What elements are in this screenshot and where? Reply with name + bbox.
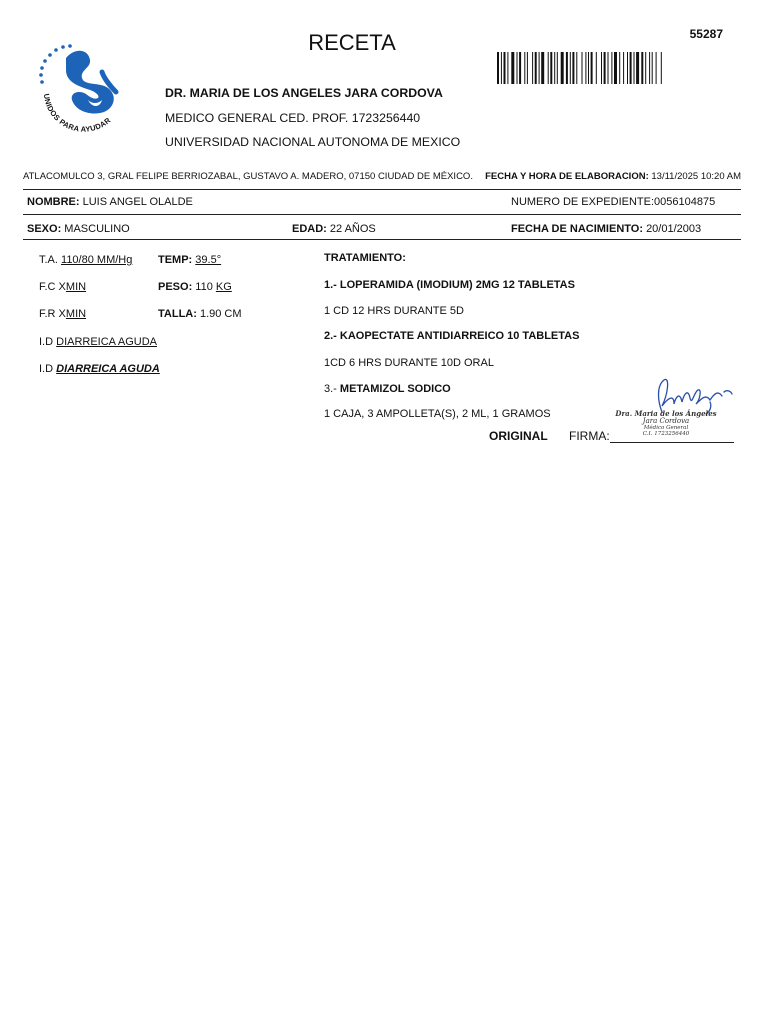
vital-ta — [39, 254, 132, 266]
vital-fr-value: MIN — [65, 308, 87, 320]
diagnosis-1 — [39, 336, 157, 348]
folio-number: 55287 — [689, 27, 723, 41]
vital-peso — [158, 281, 232, 293]
patient-sex-value: MASCULINO — [64, 223, 130, 235]
vital-fr — [39, 308, 86, 320]
barcode-bar — [591, 52, 593, 84]
barcode-bar — [501, 52, 502, 84]
barcode-bar — [649, 52, 650, 84]
barcode-bar — [630, 52, 632, 84]
doctor-stamp — [596, 410, 736, 437]
medication-1: 1.- LOPERAMIDA (IMODIUM) 2MG 12 TABLETAS — [324, 279, 575, 291]
vital-peso-label: PESO: — [158, 281, 193, 293]
barcode-bar — [611, 52, 612, 84]
barcode-bar — [554, 52, 555, 84]
barcode-bar — [519, 52, 521, 84]
barcode-bar — [524, 52, 525, 84]
dose-3: 1 CAJA, 3 AMPOLLETA(S), 2 ML, 1 GRAMOS — [324, 408, 551, 420]
stamp-line-1: Dra. Maria de los Ángeles — [615, 409, 717, 418]
barcode-bar — [532, 52, 533, 84]
vital-ta-value: 110/80 MM/Hg — [61, 254, 133, 266]
patient-name-label: NOMBRE: — [27, 196, 80, 208]
patient-sex-label: SEXO: — [27, 223, 62, 235]
barcode-bar — [645, 52, 646, 84]
barcode-bar — [601, 52, 602, 84]
record-number: NUMERO DE EXPEDIENTE:0056104875 — [511, 196, 716, 208]
barcode-bar — [614, 52, 617, 84]
organization-logo — [36, 42, 128, 134]
medication-2: 2.- KAOPECTATE ANTIDIARREICO 10 TABLETAS — [324, 330, 580, 342]
elaboration-date — [485, 171, 741, 182]
vital-peso-unit: KG — [215, 281, 232, 293]
stamp-line-4: C.I. 1723256440 — [642, 431, 690, 437]
barcode-bar — [627, 52, 628, 84]
barcode-bar — [661, 52, 662, 84]
vital-ta-label: T.A. — [39, 254, 58, 266]
diagnosis-2 — [39, 363, 160, 375]
barcode — [497, 52, 725, 84]
patient-birthdate — [511, 223, 701, 235]
logo-text: UNIDOS PARA AYUDAR — [41, 93, 113, 134]
barcode-bar — [570, 52, 571, 84]
vital-temp-value: 39.5° — [195, 254, 222, 266]
patient-name — [27, 196, 193, 208]
diagnosis-label: I.D — [39, 363, 54, 375]
vital-peso-value: 110 — [195, 281, 213, 293]
elaboration-date-label: FECHA Y HORA DE ELABORACION: — [485, 171, 649, 182]
vital-talla-label: TALLA: — [158, 308, 197, 320]
barcode-bar — [608, 52, 609, 84]
barcode-bar — [623, 52, 624, 84]
signature-label: FIRMA: — [569, 429, 610, 443]
barcode-bar — [548, 52, 549, 84]
patient-name-value: LUIS ANGEL OLALDE — [82, 196, 193, 208]
divider — [23, 214, 741, 215]
barcode-bar — [504, 52, 506, 84]
barcode-bar — [641, 52, 643, 84]
barcode-bar — [585, 52, 586, 84]
clinic-address: ATLACOMULCO 3, GRAL FELIPE BERRIOZABAL, GUSTAVO A. MADERO, 07150 CIUDAD DE MÉXICO. — [23, 171, 473, 182]
barcode-bar — [582, 52, 583, 84]
vital-talla-value: 1.90 CM — [199, 308, 242, 320]
barcode-bar — [596, 52, 597, 84]
barcode-bar — [511, 52, 514, 84]
elaboration-date-value: 13/11/2025 10:20 AM — [651, 171, 741, 182]
barcode-bar — [561, 52, 564, 84]
medication-3-name: METAMIZOL SODICO — [339, 383, 451, 395]
barcode-bar — [517, 52, 518, 84]
doctor-specialty: MEDICO GENERAL CED. PROF. 1723256440 — [165, 111, 421, 125]
barcode-bar — [588, 52, 589, 84]
barcode-bar — [576, 52, 577, 84]
original-label: ORIGINAL — [489, 429, 548, 443]
barcode-bar — [634, 52, 635, 84]
diagnosis-label: I.D — [39, 336, 54, 348]
doctor-university: UNIVERSIDAD NACIONAL AUTONOMA DE MEXICO — [165, 135, 461, 149]
patient-birthdate-value: 20/01/2003 — [646, 223, 702, 235]
doctor-name: DR. MARIA DE LOS ANGELES JARA CORDOVA — [165, 86, 443, 100]
barcode-bar — [497, 52, 499, 84]
barcode-bar — [557, 52, 558, 84]
barcode-bar — [507, 52, 508, 84]
barcode-bar — [541, 52, 544, 84]
stamp-line-2: Jara Cordova — [642, 416, 690, 425]
medication-3-prefix: 3.- — [324, 383, 337, 395]
dose-2: 1CD 6 HRS DURANTE 10D ORAL — [324, 357, 494, 369]
diagnosis-value: DIARREICA AGUDA — [56, 336, 157, 348]
barcode-bar — [656, 52, 657, 84]
divider — [23, 239, 741, 240]
barcode-bar — [566, 52, 568, 84]
barcode-bar — [636, 52, 639, 84]
barcode-bar — [539, 52, 540, 84]
vital-fr-label: F.R X — [39, 308, 66, 320]
treatment-label: TRATAMIENTO: — [324, 252, 406, 264]
dose-1: 1 CD 12 HRS DURANTE 5D — [324, 305, 464, 317]
patient-age — [292, 223, 376, 235]
patient-age-value: 22 AÑOS — [329, 223, 376, 235]
barcode-bar — [619, 52, 620, 84]
barcode-bar — [550, 52, 552, 84]
diagnosis-value: DIARREICA AGUDA — [56, 363, 160, 375]
patient-birthdate-label: FECHA DE NACIMIENTO: — [511, 223, 643, 235]
stamp-line-3: Médico General — [643, 425, 689, 431]
document-title: RECETA — [308, 30, 396, 55]
patient-sex — [27, 223, 130, 235]
vital-fc-value: MIN — [65, 281, 87, 293]
vital-temp-label: TEMP: — [158, 254, 193, 266]
barcode-bar — [535, 52, 537, 84]
medication-3 — [324, 383, 451, 395]
vital-temp — [158, 254, 221, 266]
divider — [23, 189, 741, 190]
barcode-bar — [604, 52, 606, 84]
barcode-bar — [572, 52, 574, 84]
barcode-bar — [527, 52, 528, 84]
vital-fc — [39, 281, 86, 293]
vital-talla — [158, 308, 242, 320]
barcode-bar — [652, 52, 653, 84]
patient-age-label: EDAD: — [292, 223, 327, 235]
signature-line — [610, 442, 734, 443]
vital-fc-label: F.C X — [39, 281, 66, 293]
